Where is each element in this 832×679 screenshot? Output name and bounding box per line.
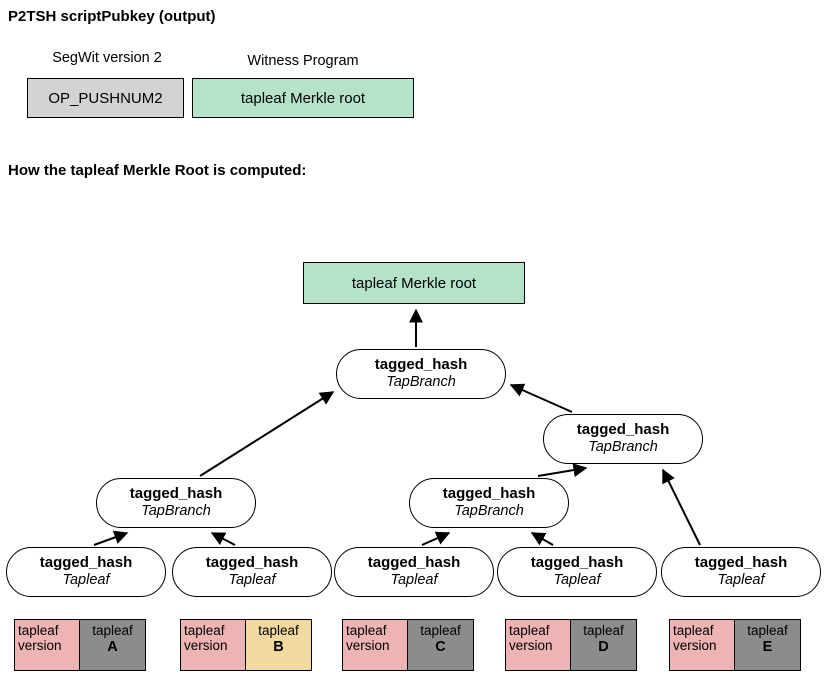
leaf-d-script-letter: D — [598, 639, 609, 656]
leaf-b-script-line1: tapleaf — [258, 623, 299, 638]
arrow-tapleaf-c-to-middle-branch — [422, 533, 449, 545]
leaf-box-e — [669, 619, 801, 671]
leaf-c-version-line2: version — [346, 638, 390, 654]
tapleaf-node-c — [334, 547, 494, 597]
leaf-c-script — [408, 619, 474, 671]
leaf-box-d — [505, 619, 637, 671]
leaf-c-script-line1: tapleaf — [420, 623, 461, 638]
tapbranch-right-sub: TapBranch — [588, 439, 658, 456]
tapleaf-node-e — [661, 547, 821, 597]
tapleaf-a-title: tagged_hash — [39, 554, 133, 572]
leaf-b-version-line1: tapleaf — [184, 623, 225, 638]
leaf-e-script-letter: E — [762, 639, 773, 656]
tapleaf-node-b — [172, 547, 332, 597]
segwit-version-label: SegWit version 2 — [52, 50, 162, 66]
tapbranch-node-right — [543, 414, 703, 464]
leaf-d-script — [571, 619, 637, 671]
tapbranch-left-sub: TapBranch — [141, 503, 211, 520]
tapleaf-b-sub: Tapleaf — [228, 572, 276, 589]
tapbranch-middle-title: tagged_hash — [442, 485, 536, 503]
leaf-a-script-line1: tapleaf — [92, 623, 133, 638]
leaf-b-script — [246, 619, 312, 671]
leaf-box-c — [342, 619, 474, 671]
tapbranch-left-title: tagged_hash — [129, 485, 223, 503]
leaf-a-version — [14, 619, 80, 671]
leaf-b-version-line2: version — [184, 638, 228, 654]
leaf-box-a — [14, 619, 146, 671]
tapleaf-e-title: tagged_hash — [694, 554, 788, 572]
tapleaf-a-sub: Tapleaf — [62, 572, 110, 589]
tapbranch-middle-sub: TapBranch — [454, 503, 524, 520]
leaf-e-script-line1: tapleaf — [747, 623, 788, 638]
arrow-tapbranch-middle-to-right — [538, 468, 586, 476]
arrow-tapleaf-a-to-left-branch — [94, 533, 127, 545]
leaf-d-version-line2: version — [509, 638, 553, 654]
tapleaf-d-sub: Tapleaf — [553, 572, 601, 589]
arrow-tapleaf-b-to-left-branch — [212, 533, 235, 545]
tapbranch-top-title: tagged_hash — [374, 356, 468, 374]
leaf-a-version-line2: version — [18, 638, 62, 654]
witness-program-label: Witness Program — [247, 53, 359, 69]
tapleaf-b-title: tagged_hash — [205, 554, 299, 572]
p2tsh-title: P2TSH scriptPubkey (output) — [8, 8, 216, 25]
tapleaf-e-sub: Tapleaf — [717, 572, 765, 589]
leaf-b-script-letter: B — [273, 639, 284, 656]
tapbranch-node-middle — [409, 478, 569, 528]
tapleaf-merkle-root-box: tapleaf Merkle root — [303, 262, 525, 304]
leaf-c-version — [342, 619, 408, 671]
leaf-b-version — [180, 619, 246, 671]
tapleaf-c-sub: Tapleaf — [390, 572, 438, 589]
leaf-c-script-letter: C — [435, 639, 446, 656]
leaf-e-version — [669, 619, 735, 671]
leaf-c-version-line1: tapleaf — [346, 623, 387, 638]
leaf-e-script — [735, 619, 801, 671]
tapbranch-right-title: tagged_hash — [576, 421, 670, 439]
tapbranch-top-sub: TapBranch — [386, 374, 456, 391]
arrow-tapleaf-d-to-middle-branch — [532, 533, 553, 545]
tapleaf-c-title: tagged_hash — [367, 554, 461, 572]
leaf-a-script-letter: A — [107, 639, 118, 656]
leaf-a-version-line1: tapleaf — [18, 623, 59, 638]
merkle-root-section-title: How the tapleaf Merkle Root is computed: — [8, 162, 307, 179]
arrow-tapbranch-right-to-top — [511, 385, 572, 412]
leaf-a-script — [80, 619, 146, 671]
tapleaf-d-title: tagged_hash — [530, 554, 624, 572]
leaf-d-version-line1: tapleaf — [509, 623, 550, 638]
leaf-e-version-line1: tapleaf — [673, 623, 714, 638]
leaf-d-script-line1: tapleaf — [583, 623, 624, 638]
tapleaf-node-a — [6, 547, 166, 597]
arrow-tapbranch-left-to-top — [200, 392, 333, 476]
arrow-tapleaf-e-to-right-branch — [663, 470, 700, 545]
segwit-version-box: OP_PUSHNUM2 — [27, 78, 184, 118]
witness-program-box: tapleaf Merkle root — [192, 78, 414, 118]
tapbranch-node-left — [96, 478, 256, 528]
tapbranch-node-top — [336, 349, 506, 399]
leaf-box-b — [180, 619, 312, 671]
tapleaf-node-d — [497, 547, 657, 597]
leaf-d-version — [505, 619, 571, 671]
leaf-e-version-line2: version — [673, 638, 717, 654]
